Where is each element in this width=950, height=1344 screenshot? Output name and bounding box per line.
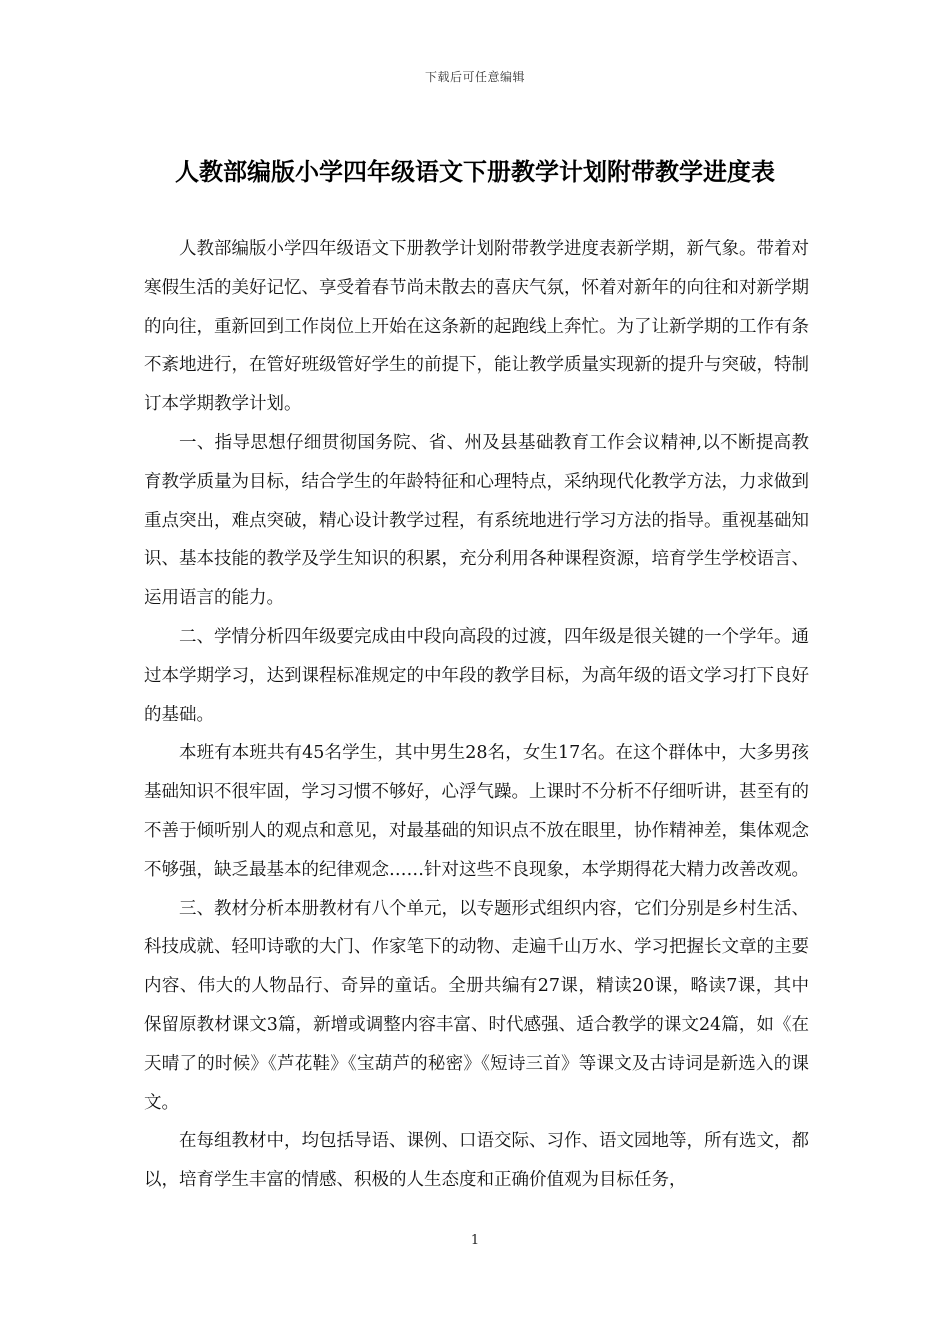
document-body	[144, 230, 809, 1200]
document-title: 人教部编版小学四年级语文下册教学计划附带教学进度表	[175, 157, 775, 186]
paragraph-textbook-structure: 在每组教材中，均包括导语、课例、口语交际、习作、语文园地等，所有选文，都以，培育学生丰富的情感、积极的人生态度和正确价值观为目标任务，	[144, 1131, 809, 1191]
paragraph-guiding-ideology: 一、指导思想仔细贯彻国务院、省、州及县基础教育工作会议精神,以不断提高教育教学质量为目标，结合学生的年龄特征和心理特点，采纳现代化教学方法，力求做到重点突出，难点突破，精心设计教学过程，有系统地进行学习方法的指导。重视基础知识、基本技能的教学及学生知识的积累，充分利用各种课程资源，培育学生学校语言、运用语言的能力。	[144, 432, 809, 609]
paragraph-textbook-analysis: 三、教材分析本册教材有八个单元，以专题形式组织内容，它们分别是乡村生活、科技成就、轻叩诗歌的大门、作家笔下的动物、走遍千山万水、学习把握长文章的主要内容、伟大的人物品行、奇异的童话。全册共编有27课，精读20课，略读7课，其中保留原教材课文3篇，新增或调整内容丰富、时代感强、适合教学的课文24篇，如《在天晴了的时候》《芦花鞋》《宝葫芦的秘密》《短诗三首》等课文及古诗词是新选入的课文。	[144, 898, 809, 1113]
paragraph-class-situation: 本班有本班共有45名学生，其中男生28名，女生17名。在这个群体中，大多男孩基础知识不很牢固，学习习惯不够好，心浮气躁。上课时不分析不仔细听讲，甚至有的不善于倾听别人的观点和意见，对最基础的知识点不放在眼里，协作精神差，集体观念不够强，缺乏最基本的纪律观念……针对这些不良现象，本学期得花大精力改善改观。	[144, 743, 809, 880]
paragraph-student-analysis: 二、学情分析四年级要完成由中段向高段的过渡，四年级是很关键的一个学年。通过本学期学习，达到课程标准规定的中年段的教学目标，为高年级的语文学习打下良好的基础。	[144, 626, 809, 725]
header-note: 下载后可任意编辑	[424, 70, 525, 84]
paragraph-intro: 人教部编版小学四年级语文下册教学计划附带教学进度表新学期，新气象。带着对寒假生活的美好记忆、享受着春节尚未散去的喜庆气氛，怀着对新年的向往和对新学期的向往，重新回到工作岗位上开始在这条新的起跑线上奔忙。为了让新学期的工作有条不紊地进行，在管好班级管好学生的前提下，能让教学质量实现新的提升与突破，特制订本学期教学计划。	[144, 239, 809, 415]
page-number: 1	[470, 1233, 480, 1248]
